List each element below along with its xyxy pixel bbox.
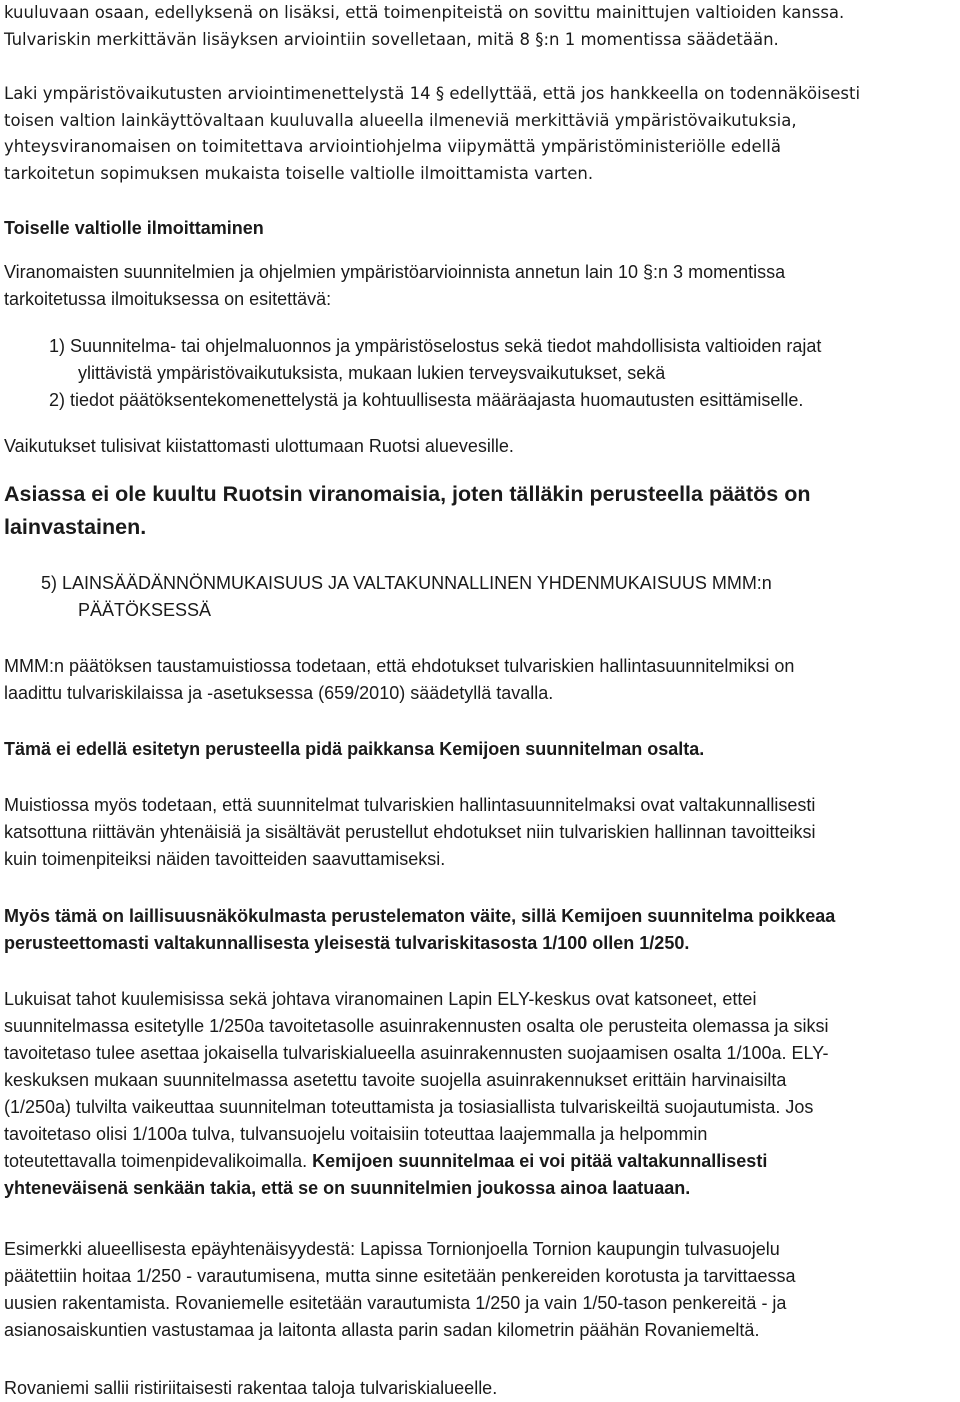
asiassa-statement (4, 478, 810, 544)
text-line: Muistiossa myös todetaan, että suunnitelmat tulvariskien hallintasuunnitelmaksi ovat valtakunnallisesti (4, 795, 816, 815)
laki-paragraph (4, 81, 860, 187)
text-line: kuuluvaan osaan, edellyksenä on lisäksi, että toimenpiteistä on sovittu mainittujen valtioiden kanssa. (4, 3, 845, 22)
text-line: päätettiin hoitaa 1/250 - varautumisena, mutta sinne esitetään penkereiden korotusta ja tarvittaessa (4, 1266, 796, 1286)
text-line: yhteysviranomaisen on toimitettava arviointiohjelma viipymättä ympäristöministeriölle edellä (4, 137, 781, 156)
bold-span: Kemijoen suunnitelmaa ei voi pitää valtakunnallisesti (312, 1151, 768, 1171)
list-item: 2) tiedot päätöksentekomenettelystä ja kohtuullisesta määräajasta huomautusten esittämiselle. (49, 390, 804, 410)
text-span: toteutettavalla toimenpidevalikoimalla. (4, 1151, 313, 1171)
text-line: uusien rakentamista. Rovaniemelle esitetään varautumista 1/250 ja vain 1/50-tason penkereitä - ja (4, 1293, 787, 1313)
text-line: yhteneväisenä senkään takia, että se on suunnitelmien joukossa ainoa laatuaan. (4, 1178, 691, 1198)
text-line: Myös tämä on laillisuusnäkökulmasta perustelematon väite, sillä Kemijoen suunnitelma poikkeaa (4, 906, 836, 926)
text-line: Asiassa ei ole kuultu Ruotsin viranomaisia, joten tälläkin perusteella päätös on (4, 482, 811, 506)
text-line: 5) LAINSÄÄDÄNNÖNMUKAISUUS JA VALTAKUNNALLINEN YHDENMUKAISUUS MMM:n (41, 573, 772, 593)
numbered-list (4, 333, 821, 414)
text-line: (1/250a) tulvilta vaikeuttaa suunnitelman toteuttamista ja tosiasiallista tulvariskeiltä suojautumista. Jos (4, 1097, 814, 1117)
lukuisat-paragraph (4, 986, 829, 1202)
vaikutukset-paragraph: Vaikutukset tulisivat kiistattomasti ulottumaan Ruotsi aluevesille. (4, 436, 514, 456)
text-line: Tulvariskin merkittävän lisäyksen arviointiin sovelletaan, mitä 8 §:n 1 momentissa säädetään. (4, 29, 779, 49)
text-line (4, 1148, 829, 1175)
text-line: tarkoitetussa ilmoituksessa on esitettävä: (4, 289, 332, 309)
text-line: suunnitelmassa esitetylle 1/250a tavoitetasolle asuinrakennusten osalta ole perusteita olemassa ja siksi (4, 1016, 829, 1036)
intro-paragraph (4, 0, 844, 53)
text-line: PÄÄTÖKSESSÄ (78, 600, 212, 620)
text-line: lainvastainen. (4, 515, 147, 539)
text-line: laadittu tulvariskilaissa ja -asetuksessa (659/2010) säädetyllä tavalla. (4, 683, 554, 703)
text-line: keskuksen mukaan suunnitelmassa asetettu tavoite suojella asuinrakennukset erittäin harvinaisilta (4, 1070, 787, 1090)
text-line: kuin toimenpiteiksi näiden tavoitteiden saavuttamiseksi. (4, 849, 446, 869)
text-line: tavoitetaso tulee asettaa jokaisella tulvariskialueella asuinrakennusten suojaamisen osalta 1/100a. ELY- (4, 1043, 829, 1063)
text-line: Lukuisat tahot kuulemisissa sekä johtava viranomainen Lapin ELY-keskus ovat katsoneet, ettei (4, 989, 757, 1009)
section-5-heading (4, 570, 772, 624)
viranomaisten-paragraph (4, 259, 785, 313)
text-line: katsottuna riittävän yhtenäisiä ja sisältävät perustellut ehdotukset niin tulvariskien hallinnan tavoitteiksi (4, 822, 816, 842)
text-line: toisen valtion lainkäyttövaltaan kuuluvalla alueella ilmeneviä merkittäviä ympäristövaikutuksia, (4, 110, 797, 130)
rovaniemi-paragraph: Rovaniemi sallii ristiriitaisesti rakentaa taloja tulvariskialueelle. (4, 1378, 498, 1398)
esimerkki-paragraph (4, 1236, 795, 1344)
text-line: tavoitetaso olisi 1/100a tulva, tulvansuojelu voitaisiin toteuttaa laajemmalla ja helpommin (4, 1124, 708, 1144)
section-heading: Toiselle valtiolle ilmoittaminen (4, 218, 264, 238)
text-line: tarkoitetun sopimuksen mukaista toiselle valtiolle ilmoittamista varten. (4, 163, 594, 183)
list-item: 1) Suunnitelma- tai ohjelmaluonnos ja ympäristöselostus sekä tiedot mahdollisista valtioiden rajat (49, 336, 822, 356)
text-line: MMM:n päätöksen taustamuistiossa todetaan, että ehdotukset tulvariskien hallintasuunnitelmiksi on (4, 656, 795, 676)
text-line: Viranomaisten suunnitelmien ja ohjelmien ympäristöarvioinnista annetun lain 10 §:n 3 momentissa (4, 262, 786, 282)
myos-statement (4, 903, 835, 957)
text-line: Laki ympäristövaikutusten arviointimenettelystä 14 § edellyttää, että jos hankkeella on todennäköisesti (4, 84, 861, 103)
muistiossa-paragraph (4, 792, 815, 873)
tama-statement: Tämä ei edellä esitetyn perusteella pidä paikkansa Kemijoen suunnitelman osalta. (4, 739, 705, 759)
list-item-continuation: ylittävistä ympäristövaikutuksista, mukaan lukien terveysvaikutukset, sekä (78, 363, 666, 383)
text-line: perusteettomasti valtakunnallisesta yleisestä tulvariskitasosta 1/100 ollen 1/250. (4, 933, 690, 953)
text-line: asianosaiskuntien vastustamaa ja laitonta allasta parin sadan kilometrin päähän Rovaniemeltä. (4, 1320, 760, 1340)
mmm-paragraph (4, 653, 794, 707)
text-line: Esimerkki alueellisesta epäyhtenäisyydestä: Lapissa Tornionjoella Tornion kaupungin tulvasuojelu (4, 1239, 780, 1259)
